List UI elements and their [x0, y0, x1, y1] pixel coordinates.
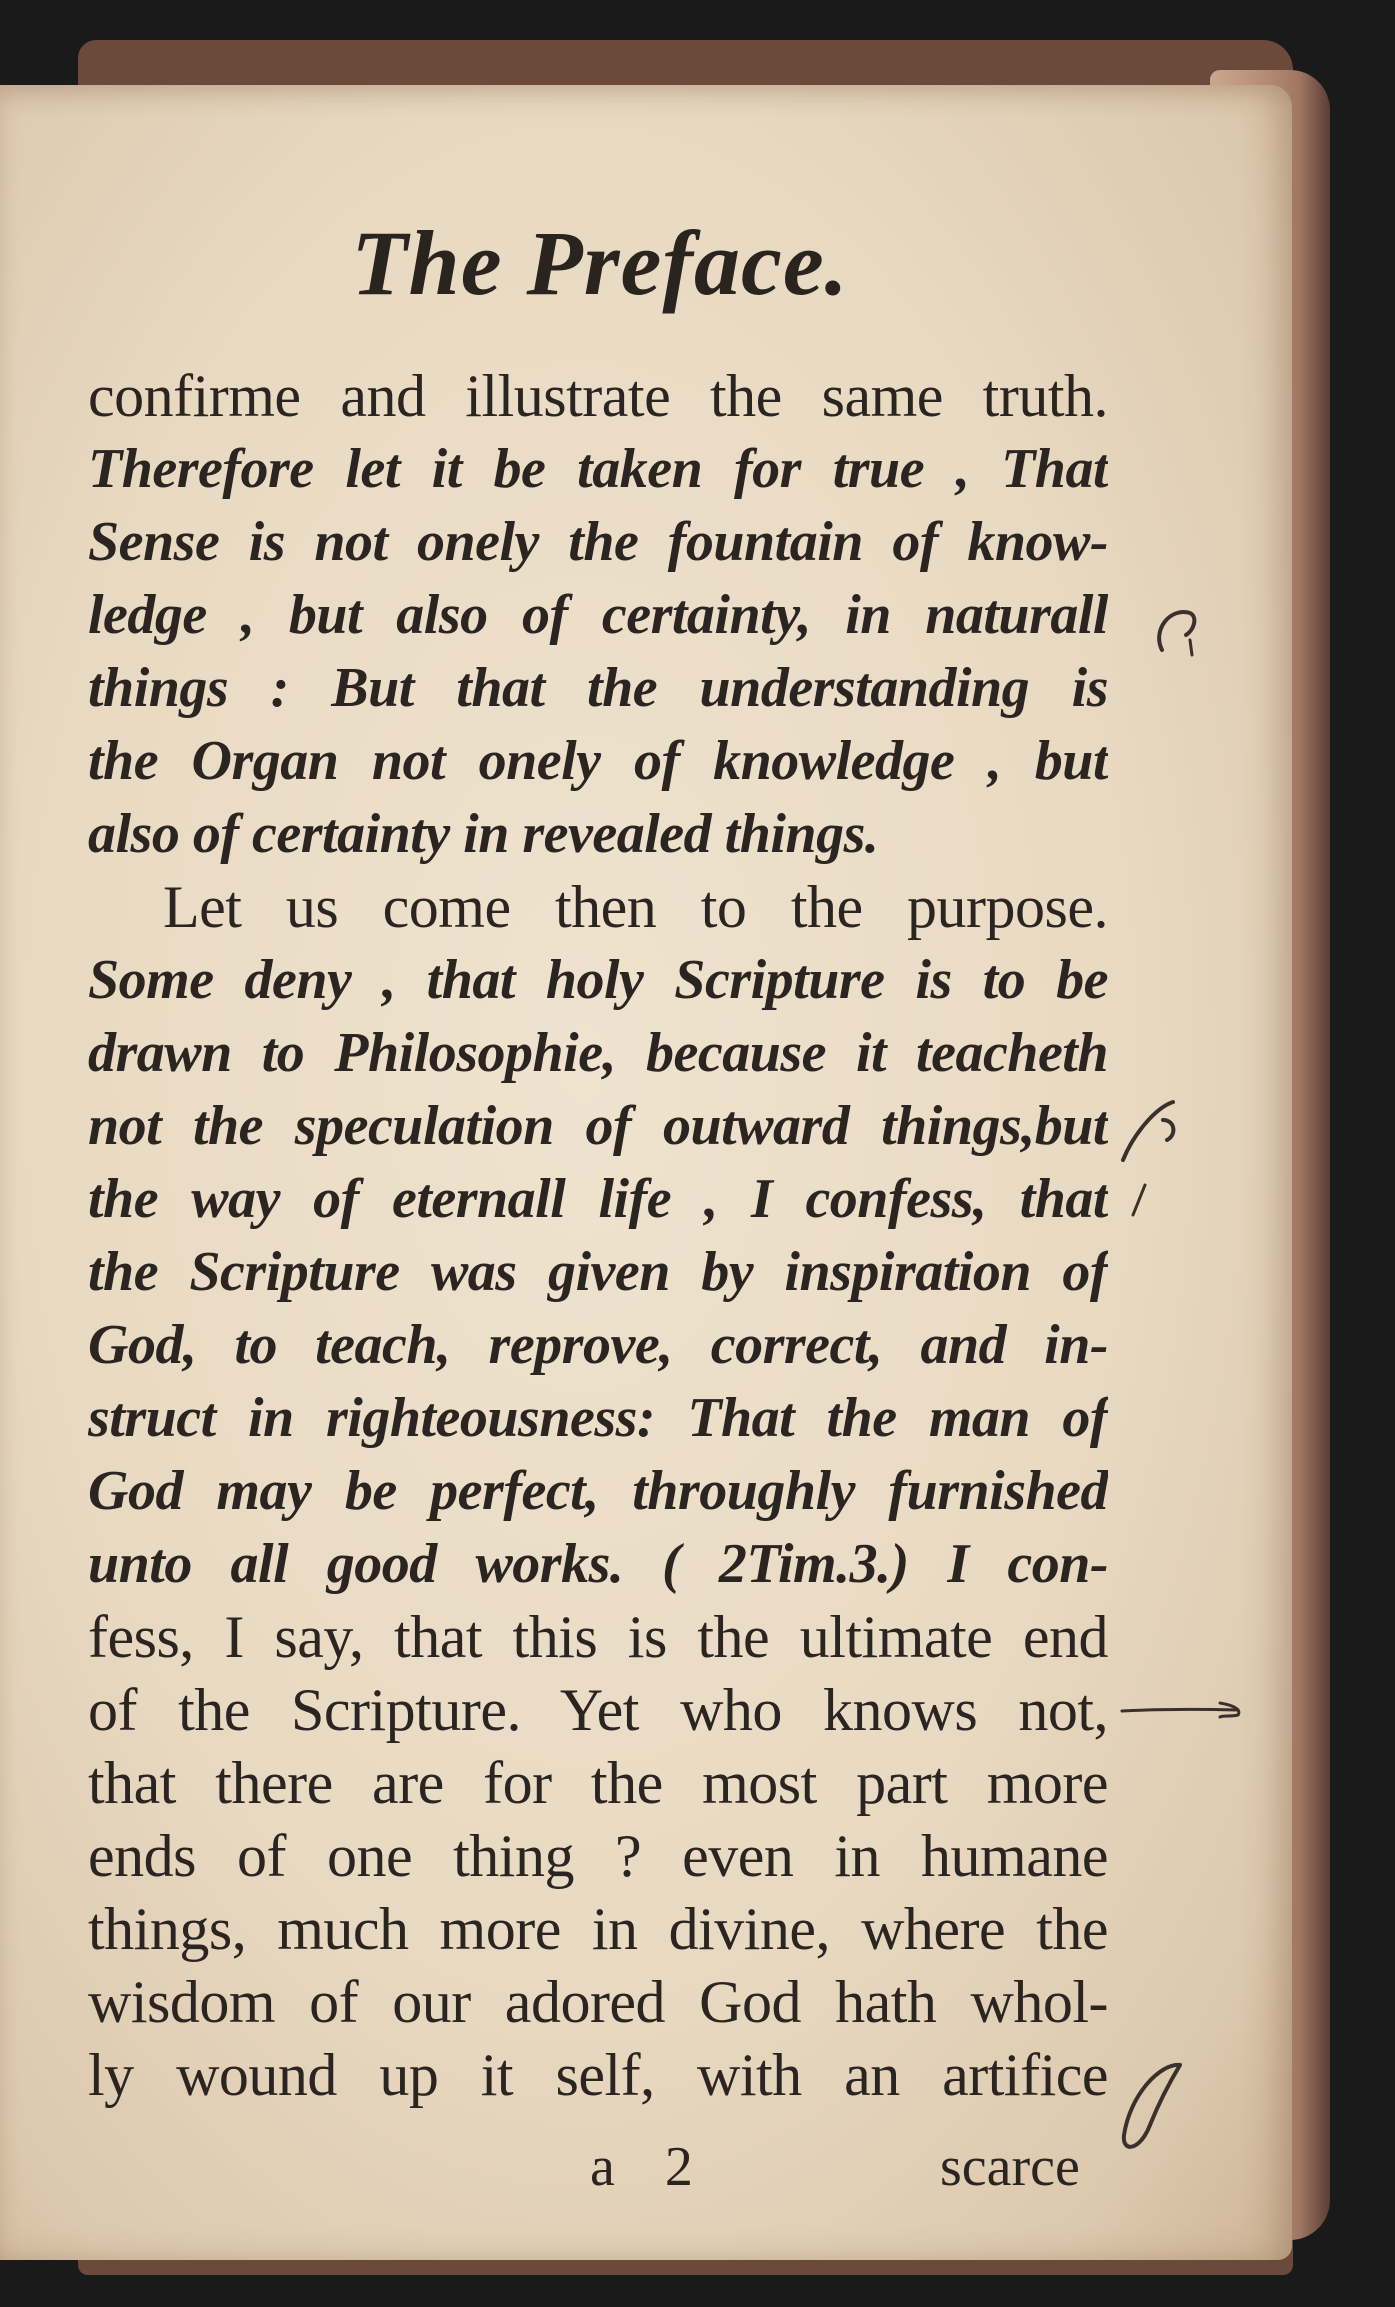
text-line: things, much more in divine, where the: [88, 1896, 1108, 1962]
text-line: ends of one thing ? even in humane: [88, 1823, 1108, 1889]
body-text: [88, 360, 1108, 2112]
text-line: ly wound up it self, with an artifice: [88, 2042, 1108, 2108]
text-line: things : But that the understanding is: [88, 657, 1108, 719]
text-line: of the Scripture. Yet who knows not,: [88, 1677, 1108, 1743]
text-line: Some deny , that holy Scripture is to be: [88, 949, 1108, 1011]
text-line: Let us come then to the purpose.: [163, 874, 1108, 940]
text-line: also of certainty in revealed things.: [88, 803, 879, 865]
text-line: unto all good works. ( 2Tim.3.) I con-: [88, 1533, 1108, 1595]
page-footer: [0, 2135, 1200, 2205]
text-line: the Scripture was given by inspiration of: [88, 1241, 1108, 1303]
margin-mark-3: [1110, 2055, 1190, 2165]
margin-mark-2: [1115, 1090, 1195, 1240]
text-line: ledge , but also of certainty, in naturall: [88, 584, 1108, 646]
text-line: that there are for the most part more: [88, 1750, 1108, 1816]
text-line: Therefore let it be taken for true , That: [88, 438, 1108, 500]
page-heading: The Preface.: [351, 212, 849, 314]
text-line: fess, I say, that this is the ultimate end: [88, 1604, 1108, 1670]
text-line: the Organ not onely of knowledge , but: [88, 730, 1108, 792]
margin-mark-1: [1150, 595, 1210, 685]
text-line: not the speculation of outward things,but: [88, 1095, 1108, 1157]
text-line: Sense is not onely the fountain of know-: [88, 511, 1108, 573]
text-line: wisdom of our adored God hath whol-: [88, 1969, 1108, 2035]
text-line: God may be perfect, throughly furnished: [88, 1460, 1108, 1522]
text-line: the way of eternall life , I confess, that: [88, 1168, 1108, 1230]
text-line: struct in righteousness: That the man of: [88, 1387, 1108, 1449]
text-line: God, to teach, reprove, correct, and in-: [88, 1314, 1108, 1376]
margin-mark-arrow: [1120, 1695, 1250, 1725]
catchword: scarce: [940, 2136, 1080, 2198]
book-page: [0, 85, 1292, 2260]
text-line: confirme and illustrate the same truth.: [88, 363, 1108, 429]
text-line: drawn to Philosophie, because it teacheth: [88, 1022, 1108, 1084]
signature-mark: a 2: [590, 2136, 711, 2198]
